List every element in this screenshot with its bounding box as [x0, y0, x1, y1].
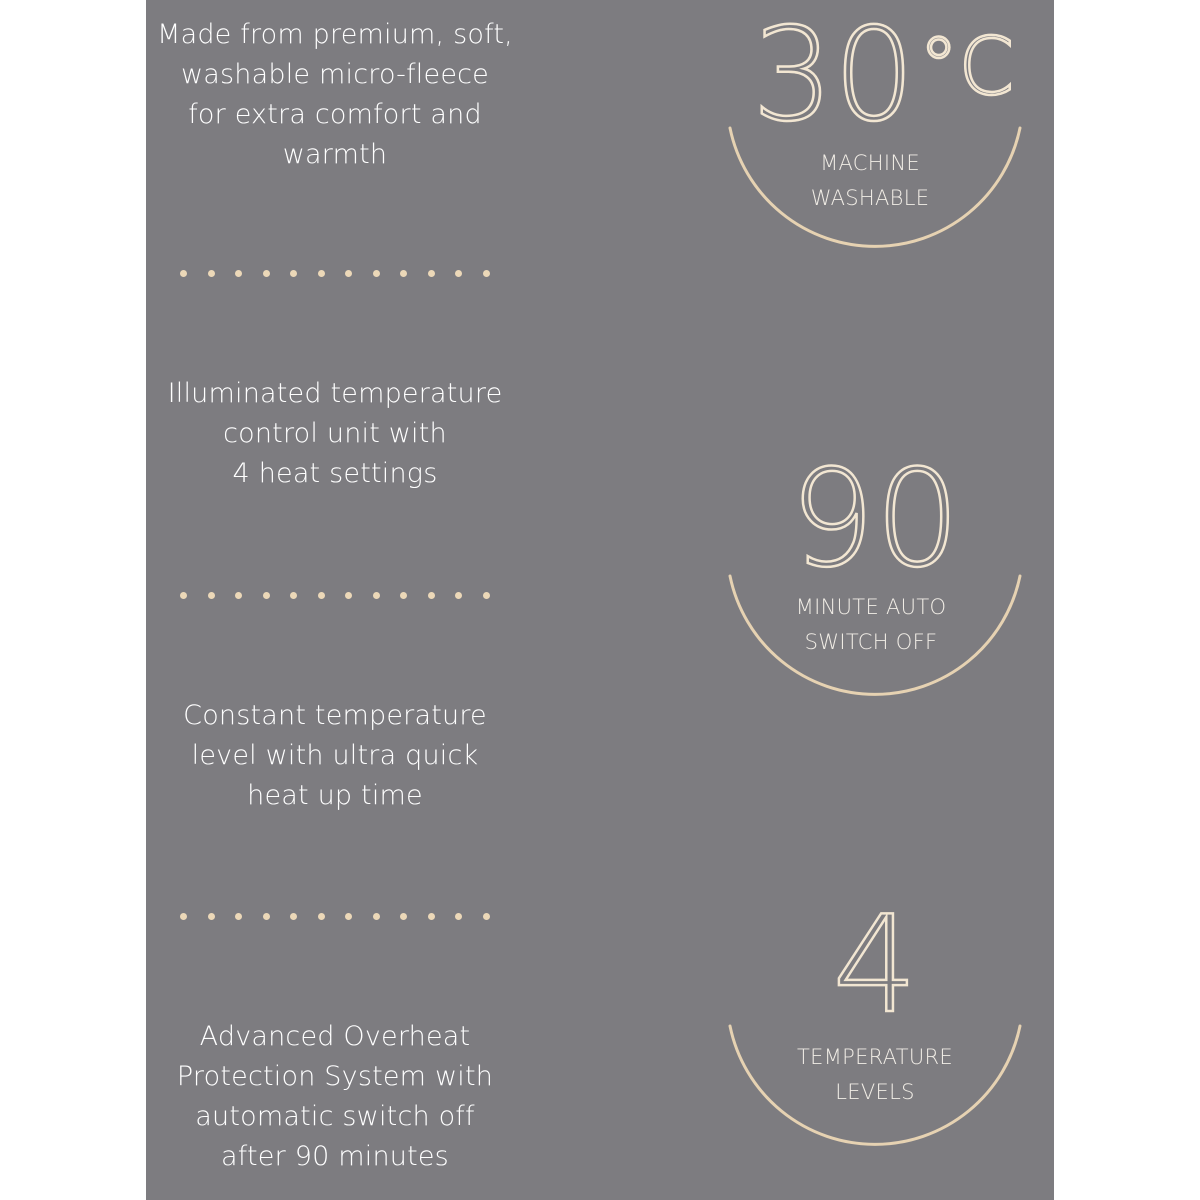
dotted-divider [180, 911, 490, 921]
divider-dot [483, 270, 490, 277]
feature-line: Made from premium, soft, [157, 19, 513, 50]
badge-number-unit: °C [918, 19, 1014, 113]
feature-line: washable micro-fleece [181, 59, 489, 90]
feature-line: for extra comfort and [188, 99, 482, 130]
divider-dot [208, 592, 215, 599]
badge-label-line: MINUTE AUTO [795, 595, 947, 619]
divider-dot [483, 913, 490, 920]
badge-label-line: MACHINE [820, 151, 920, 175]
divider-dot [373, 913, 380, 920]
feature-line: after 90 minutes [221, 1141, 449, 1172]
divider-dot [208, 270, 215, 277]
divider-dot [400, 270, 407, 277]
badge-label [720, 146, 1030, 216]
feature-line: Constant temperature [183, 700, 487, 731]
feature-line: level with ultra quick [191, 740, 479, 771]
badge-label [720, 1040, 1030, 1110]
feature-overheat-protection [150, 1017, 520, 1177]
feature-control-unit [150, 374, 520, 494]
divider-dot [290, 913, 297, 920]
divider-dot [428, 592, 435, 599]
divider-dot [263, 592, 270, 599]
divider-dot [290, 592, 297, 599]
badge-number-value: 30 [752, 1, 915, 150]
dotted-divider [180, 590, 490, 600]
badge-number-value: 4 [832, 887, 918, 1043]
feature-line: control unit with [223, 418, 447, 449]
divider-dot [180, 270, 187, 277]
badge-number-value: 90 [789, 441, 961, 597]
divider-dot [180, 913, 187, 920]
feature-line: Illuminated temperature [167, 378, 503, 409]
divider-dot [318, 592, 325, 599]
divider-dot [208, 913, 215, 920]
divider-dot [235, 592, 242, 599]
badge-label-line: TEMPERATURE [797, 1045, 953, 1069]
divider-dot [263, 270, 270, 277]
divider-dot [235, 270, 242, 277]
divider-dot [455, 913, 462, 920]
divider-dot [318, 270, 325, 277]
divider-dot [428, 913, 435, 920]
badge-label [720, 590, 1030, 660]
feature-line: heat up time [247, 780, 423, 811]
divider-dot [345, 913, 352, 920]
divider-dot [345, 270, 352, 277]
divider-dot [345, 592, 352, 599]
feature-quick-heat [150, 696, 520, 816]
divider-dot [455, 270, 462, 277]
badge-label-line: WASHABLE [810, 186, 930, 210]
divider-dot [455, 592, 462, 599]
badge-number [720, 887, 1030, 1043]
feature-fleece [150, 15, 520, 175]
feature-line: Protection System with [176, 1061, 494, 1092]
divider-dot [290, 270, 297, 277]
badge-label-line: LEVELS [835, 1080, 915, 1104]
divider-dot [400, 592, 407, 599]
divider-dot [400, 913, 407, 920]
feature-line: 4 heat settings [232, 458, 438, 489]
divider-dot [483, 592, 490, 599]
divider-dot [263, 913, 270, 920]
divider-dot [180, 592, 187, 599]
divider-dot [235, 913, 242, 920]
feature-line: automatic switch off [195, 1101, 475, 1132]
divider-dot [428, 270, 435, 277]
divider-dot [373, 270, 380, 277]
feature-line: warmth [282, 139, 388, 170]
badge-number [720, 441, 1030, 597]
divider-dot [373, 592, 380, 599]
dotted-divider [180, 268, 490, 278]
divider-dot [318, 913, 325, 920]
badge-label-line: SWITCH OFF [804, 630, 938, 654]
feature-line: Advanced Overheat [199, 1021, 471, 1052]
